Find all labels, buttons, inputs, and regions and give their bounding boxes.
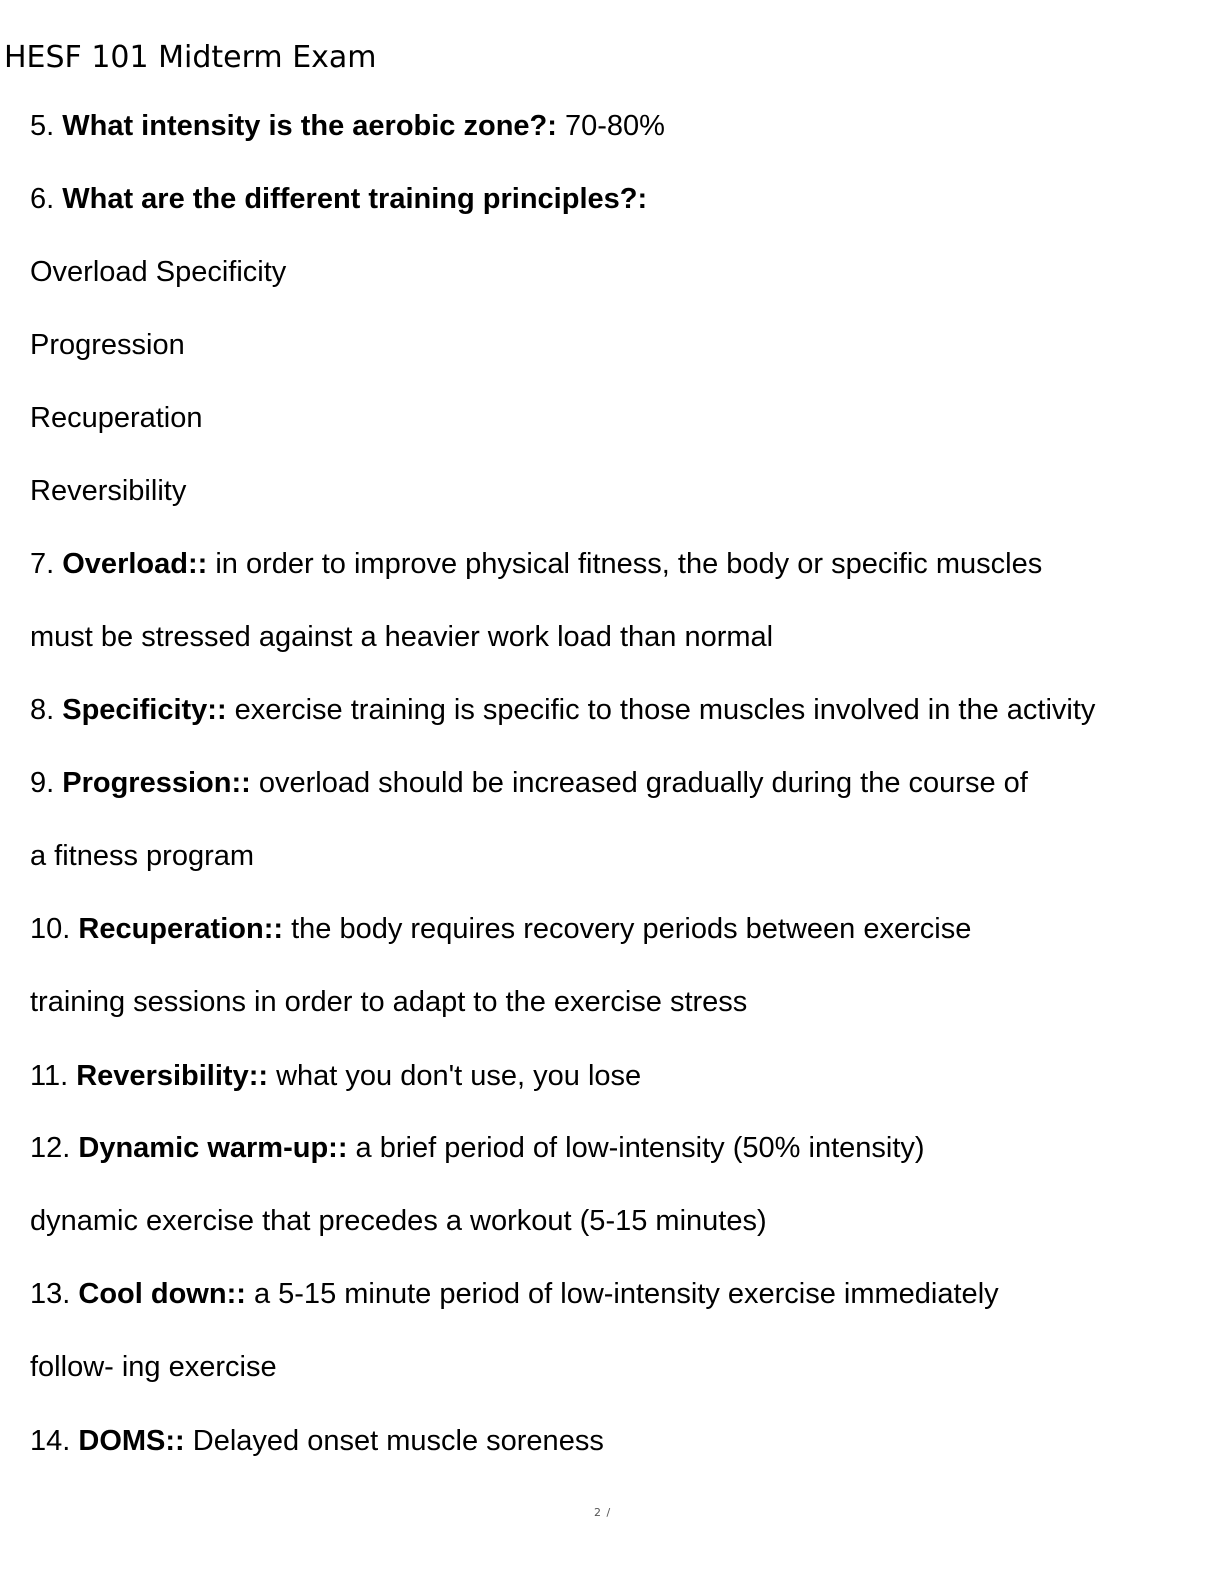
document-title: HESF 101 Midterm Exam (4, 40, 377, 75)
item-number: 5. (30, 110, 55, 142)
item-term: What intensity is the aerobic zone?: (62, 110, 557, 142)
answer-line: Overload Specificity (30, 256, 287, 288)
item-text: the body requires recovery periods between exercise (283, 913, 972, 945)
continuation-line: follow- ing exercise (30, 1351, 277, 1383)
item-text: 70-80% (556, 110, 665, 142)
question-line (30, 108, 665, 144)
definition-line (30, 692, 1095, 728)
item-term: Dynamic warm-up:: (78, 1132, 348, 1164)
definition-line (30, 1130, 925, 1166)
item-number: 11. (30, 1060, 69, 1092)
definition-line (30, 546, 1042, 582)
item-text: Delayed onset muscle soreness (184, 1425, 604, 1457)
continuation-line: must be stressed against a heavier work load than normal (30, 621, 774, 653)
item-term: Progression:: (62, 767, 251, 799)
item-term: Recuperation:: (78, 913, 284, 945)
item-number: 9. (30, 767, 55, 799)
continuation-line: dynamic exercise that precedes a workout (5-15 minutes) (30, 1205, 767, 1237)
item-term: Cool down:: (78, 1278, 246, 1310)
item-text: exercise training is specific to those muscles involved in the activity (226, 694, 1096, 726)
item-term: What are the different training principles?: (62, 183, 648, 215)
item-number: 14. (30, 1425, 71, 1457)
definition-line (30, 1058, 641, 1094)
item-text: overload should be increased gradually during the course of (250, 767, 1028, 799)
item-term: Overload:: (62, 548, 208, 580)
item-term: DOMS:: (78, 1425, 185, 1457)
item-term: Specificity:: (62, 694, 227, 726)
item-text: what you don't use, you lose (268, 1060, 642, 1092)
item-text: in order to improve physical fitness, the body or specific muscles (207, 548, 1043, 580)
question-line (30, 181, 647, 217)
answer-line: Recuperation (30, 402, 203, 434)
item-number: 13. (30, 1278, 71, 1310)
item-number: 6. (30, 183, 55, 215)
item-number: 7. (30, 548, 55, 580)
answer-line: Progression (30, 329, 185, 361)
continuation-line: training sessions in order to adapt to the exercise stress (30, 986, 748, 1018)
answer-line: Reversibility (30, 475, 187, 507)
definition-line (30, 911, 971, 947)
item-text: a 5-15 minute period of low-intensity exercise immediately (245, 1278, 999, 1310)
definition-line (30, 1276, 999, 1312)
definition-line (30, 1423, 604, 1459)
definition-line (30, 765, 1028, 801)
item-text: a brief period of low-intensity (50% intensity) (347, 1132, 925, 1164)
item-number: 8. (30, 694, 55, 726)
page-indicator: 2 / (594, 1506, 612, 1519)
item-number: 10. (30, 913, 71, 945)
continuation-line: a fitness program (30, 840, 255, 872)
item-number: 12. (30, 1132, 71, 1164)
item-term: Reversibility:: (76, 1060, 269, 1092)
